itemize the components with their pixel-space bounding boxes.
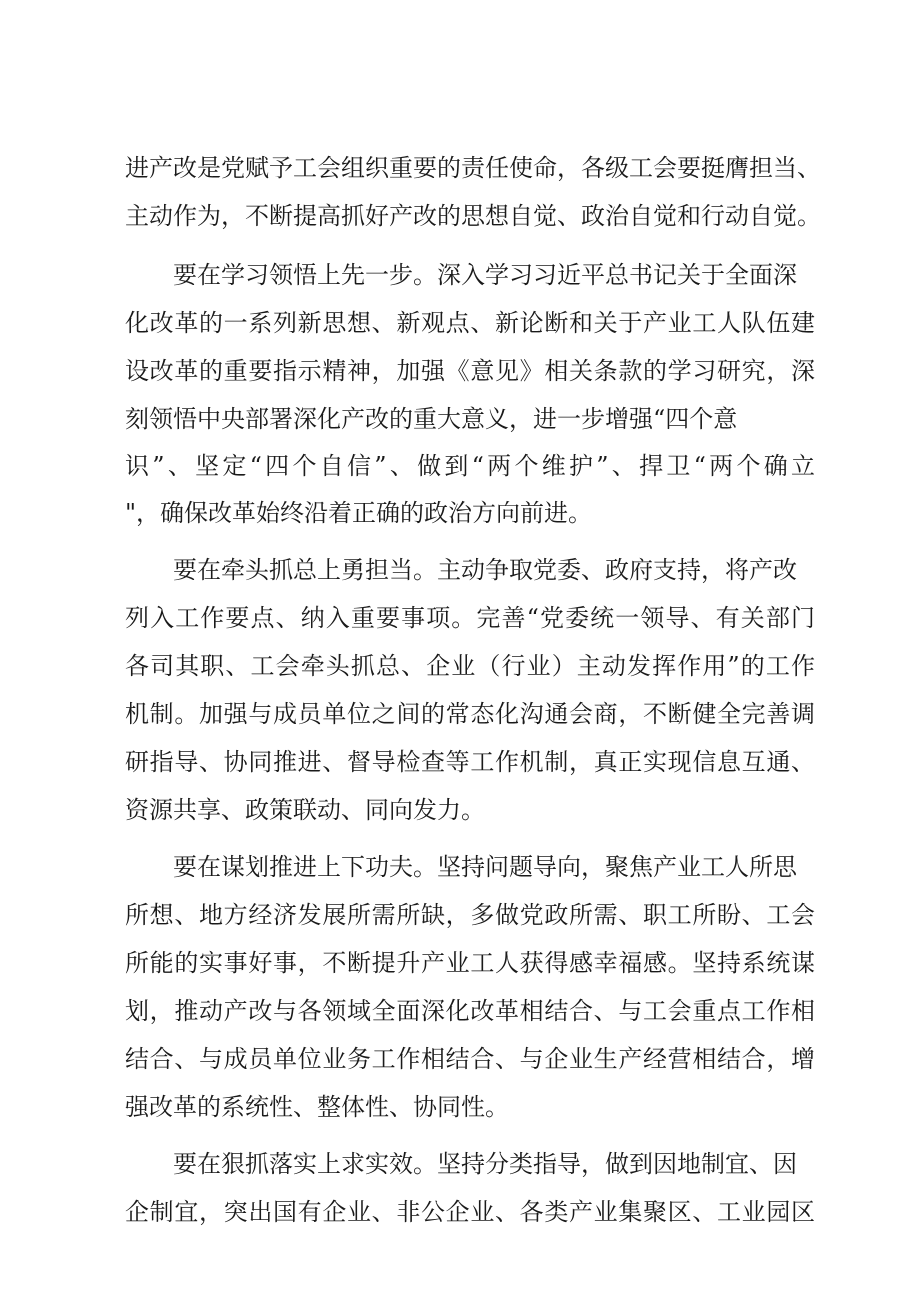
paragraph-intro-line-1: 进产改是党赋予工会组织重要的责任使命，各级工会要挺膺担当、 [125, 154, 821, 182]
paragraph-implement-line-1: 要在狠抓落实上求实效。坚持分类指导，做到因地制宜、因 [173, 1150, 797, 1178]
paragraph-plan-line-3: 所能的实事好事，不断提升产业工人获得感幸福感。坚持系统谋 [125, 949, 815, 977]
paragraph-plan-line-6: 强改革的系统性、整体性、协同性。 [125, 1093, 509, 1121]
paragraph-implement-line-2: 企制宜，突出国有企业、非公企业、各类产业集聚区、工业园区 [125, 1198, 815, 1226]
paragraph-lead-line-5: 研指导、协同推进、督导检查等工作机制，真正实现信息互通、 [125, 748, 815, 776]
paragraph-lead-line-6: 资源共享、政策联动、同向发力。 [125, 796, 485, 824]
paragraph-plan-line-5: 结合、与成员单位业务工作相结合、与企业生产经营相结合，增 [125, 1045, 815, 1073]
paragraph-study-line-5: 识”、坚定“四个自信”、做到“两个维护”、捍卫“两个确立 [125, 452, 815, 480]
paragraph-study-line-4: 刻领悟中央部署深化产改的重大意义，进一步增强“四个意 [125, 405, 738, 433]
paragraph-intro-line-2: 主动作为，不断提高抓好产改的思想自觉、政治自觉和行动自觉。 [125, 202, 821, 230]
paragraph-lead-line-4: 机制。加强与成员单位之间的常态化沟通会商，不断健全完善调 [125, 700, 815, 728]
paragraph-lead-line-2: 列入工作要点、纳入重要事项。完善“党委统一领导、有关部门 [125, 604, 815, 632]
paragraph-study-line-3: 设改革的重要指示精神，加强《意见》相关条款的学习研究，深 [125, 357, 815, 385]
paragraph-plan-line-2: 所想、地方经济发展所需所缺，多做党政所需、职工所盼、工会 [125, 901, 815, 929]
paragraph-plan-line-4: 划，推动产改与各领域全面深化改革相结合、与工会重点工作相 [125, 997, 815, 1025]
paragraph-study-line-6: "，确保改革始终沿着正确的政治方向前进。 [125, 499, 593, 527]
paragraph-study-line-2: 化改革的一系列新思想、新观点、新论断和关于产业工人队伍建 [125, 309, 815, 337]
paragraph-lead-line-3: 各司其职、工会牵头抓总、企业（行业）主动发挥作用”的工作 [125, 652, 815, 680]
paragraph-plan-line-1: 要在谋划推进上下功夫。坚持问题导向，聚焦产业工人所思 [173, 853, 797, 881]
paragraph-study-line-1: 要在学习领悟上先一步。深入学习习近平总书记关于全面深 [173, 261, 797, 289]
paragraph-lead-line-1: 要在牵头抓总上勇担当。主动争取党委、政府支持，将产改 [173, 556, 797, 584]
